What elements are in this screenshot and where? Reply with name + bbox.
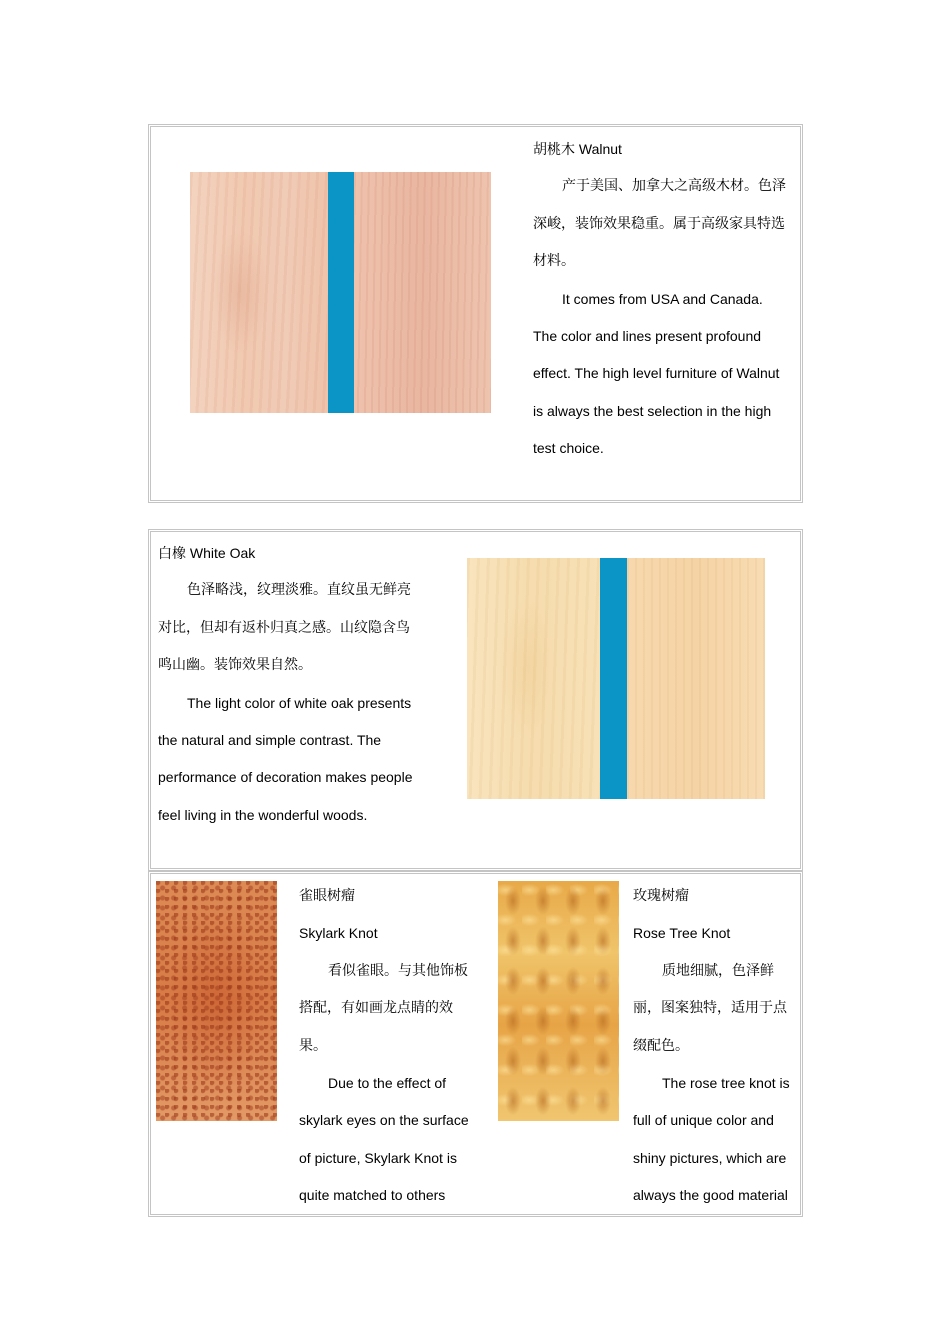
skylark-knot-title-zh: 雀眼树瘤 — [299, 888, 355, 904]
walnut-en-line: effect. The high level furniture of Walnut — [533, 365, 780, 382]
skylark-knot-en-line: skylark eyes on the surface — [299, 1112, 469, 1129]
walnut-en-line: It comes from USA and Canada. — [562, 290, 763, 307]
walnut-description — [533, 131, 801, 468]
rose-tree-knot-title-en: Rose Tree Knot — [633, 925, 731, 942]
walnut-en-line: The color and lines present profound — [533, 328, 762, 345]
skylark-knot-en-line: Due to the effect of — [328, 1075, 447, 1092]
skylark-knot-zh-line: 看似雀眼。与其他饰板 — [328, 962, 468, 979]
rose-tree-knot-zh-line: 缀配色。 — [633, 1037, 689, 1054]
walnut-swatch-right — [354, 172, 491, 413]
walnut-en-line: test choice. — [533, 440, 604, 457]
white-oak-swatch-right — [627, 558, 765, 799]
rose-tree-knot-zh-line: 质地细腻，色泽鲜 — [662, 962, 774, 979]
walnut-en-line: is always the best selection in the high — [533, 402, 772, 419]
white-oak-title: 白橡 White Oak — [158, 545, 256, 561]
white-oak-wood-swatch — [467, 558, 765, 799]
white-oak-zh-line: 色泽略浅，纹理淡雅。直纹虽无鲜亮 — [187, 582, 411, 599]
skylark-knot-zh-line: 果。 — [299, 1037, 327, 1054]
rose-tree-knot-description — [633, 878, 803, 1215]
skylark-knot-en-line: of picture, Skylark Knot is — [299, 1149, 457, 1166]
walnut-wood-swatch — [190, 172, 491, 413]
white-oak-en-line: performance of decoration makes people — [158, 769, 413, 786]
white-oak-en-line: The light color of white oak presents — [187, 694, 412, 711]
skylark-knot-title-en: Skylark Knot — [299, 925, 378, 942]
white-oak-en-line: feel living in the wonderful woods. — [158, 806, 368, 823]
rose-tree-knot-title-zh: 玫瑰树瘤 — [633, 888, 689, 904]
white-oak-zh-line: 鸣山幽。装饰效果自然。 — [158, 657, 312, 674]
rose-tree-knot-zh-line: 丽，图案独特，适用于点 — [633, 1000, 787, 1017]
skylark-knot-en-line: quite matched to others — [299, 1187, 446, 1204]
walnut-panel — [148, 124, 803, 503]
rose-tree-knot-swatch — [498, 881, 619, 1121]
white-oak-swatch-stripe — [600, 558, 627, 799]
skylark-knot-swatch — [156, 881, 277, 1121]
white-oak-description — [158, 535, 448, 834]
rose-tree-knot-en-line: always the good material — [633, 1187, 788, 1204]
white-oak-zh-line: 对比，但却有返朴归真之感。山纹隐含鸟 — [158, 619, 410, 636]
rose-tree-knot-en-line: The rose tree knot is — [662, 1075, 790, 1092]
skylark-knot-zh-line: 搭配，有如画龙点睛的效 — [299, 1000, 453, 1017]
walnut-swatch-stripe — [328, 172, 354, 413]
walnut-title: 胡桃木 Walnut — [533, 141, 622, 157]
skylark-knot-description — [299, 878, 489, 1215]
walnut-zh-line: 深峻，装饰效果稳重。属于高级家具特选 — [533, 215, 785, 232]
rose-tree-knot-en-line: shiny pictures, which are — [633, 1149, 787, 1166]
rose-tree-knot-en-line: full of unique color and — [633, 1112, 774, 1129]
knots-panel — [148, 871, 803, 1217]
walnut-zh-line: 产于美国、加拿大之高级木材。色泽 — [562, 178, 786, 195]
walnut-zh-line: 材料。 — [533, 253, 575, 270]
white-oak-en-line: the natural and simple contrast. The — [158, 732, 382, 749]
white-oak-swatch-left — [467, 558, 600, 799]
walnut-swatch-left — [190, 172, 328, 413]
white-oak-panel — [148, 529, 803, 871]
